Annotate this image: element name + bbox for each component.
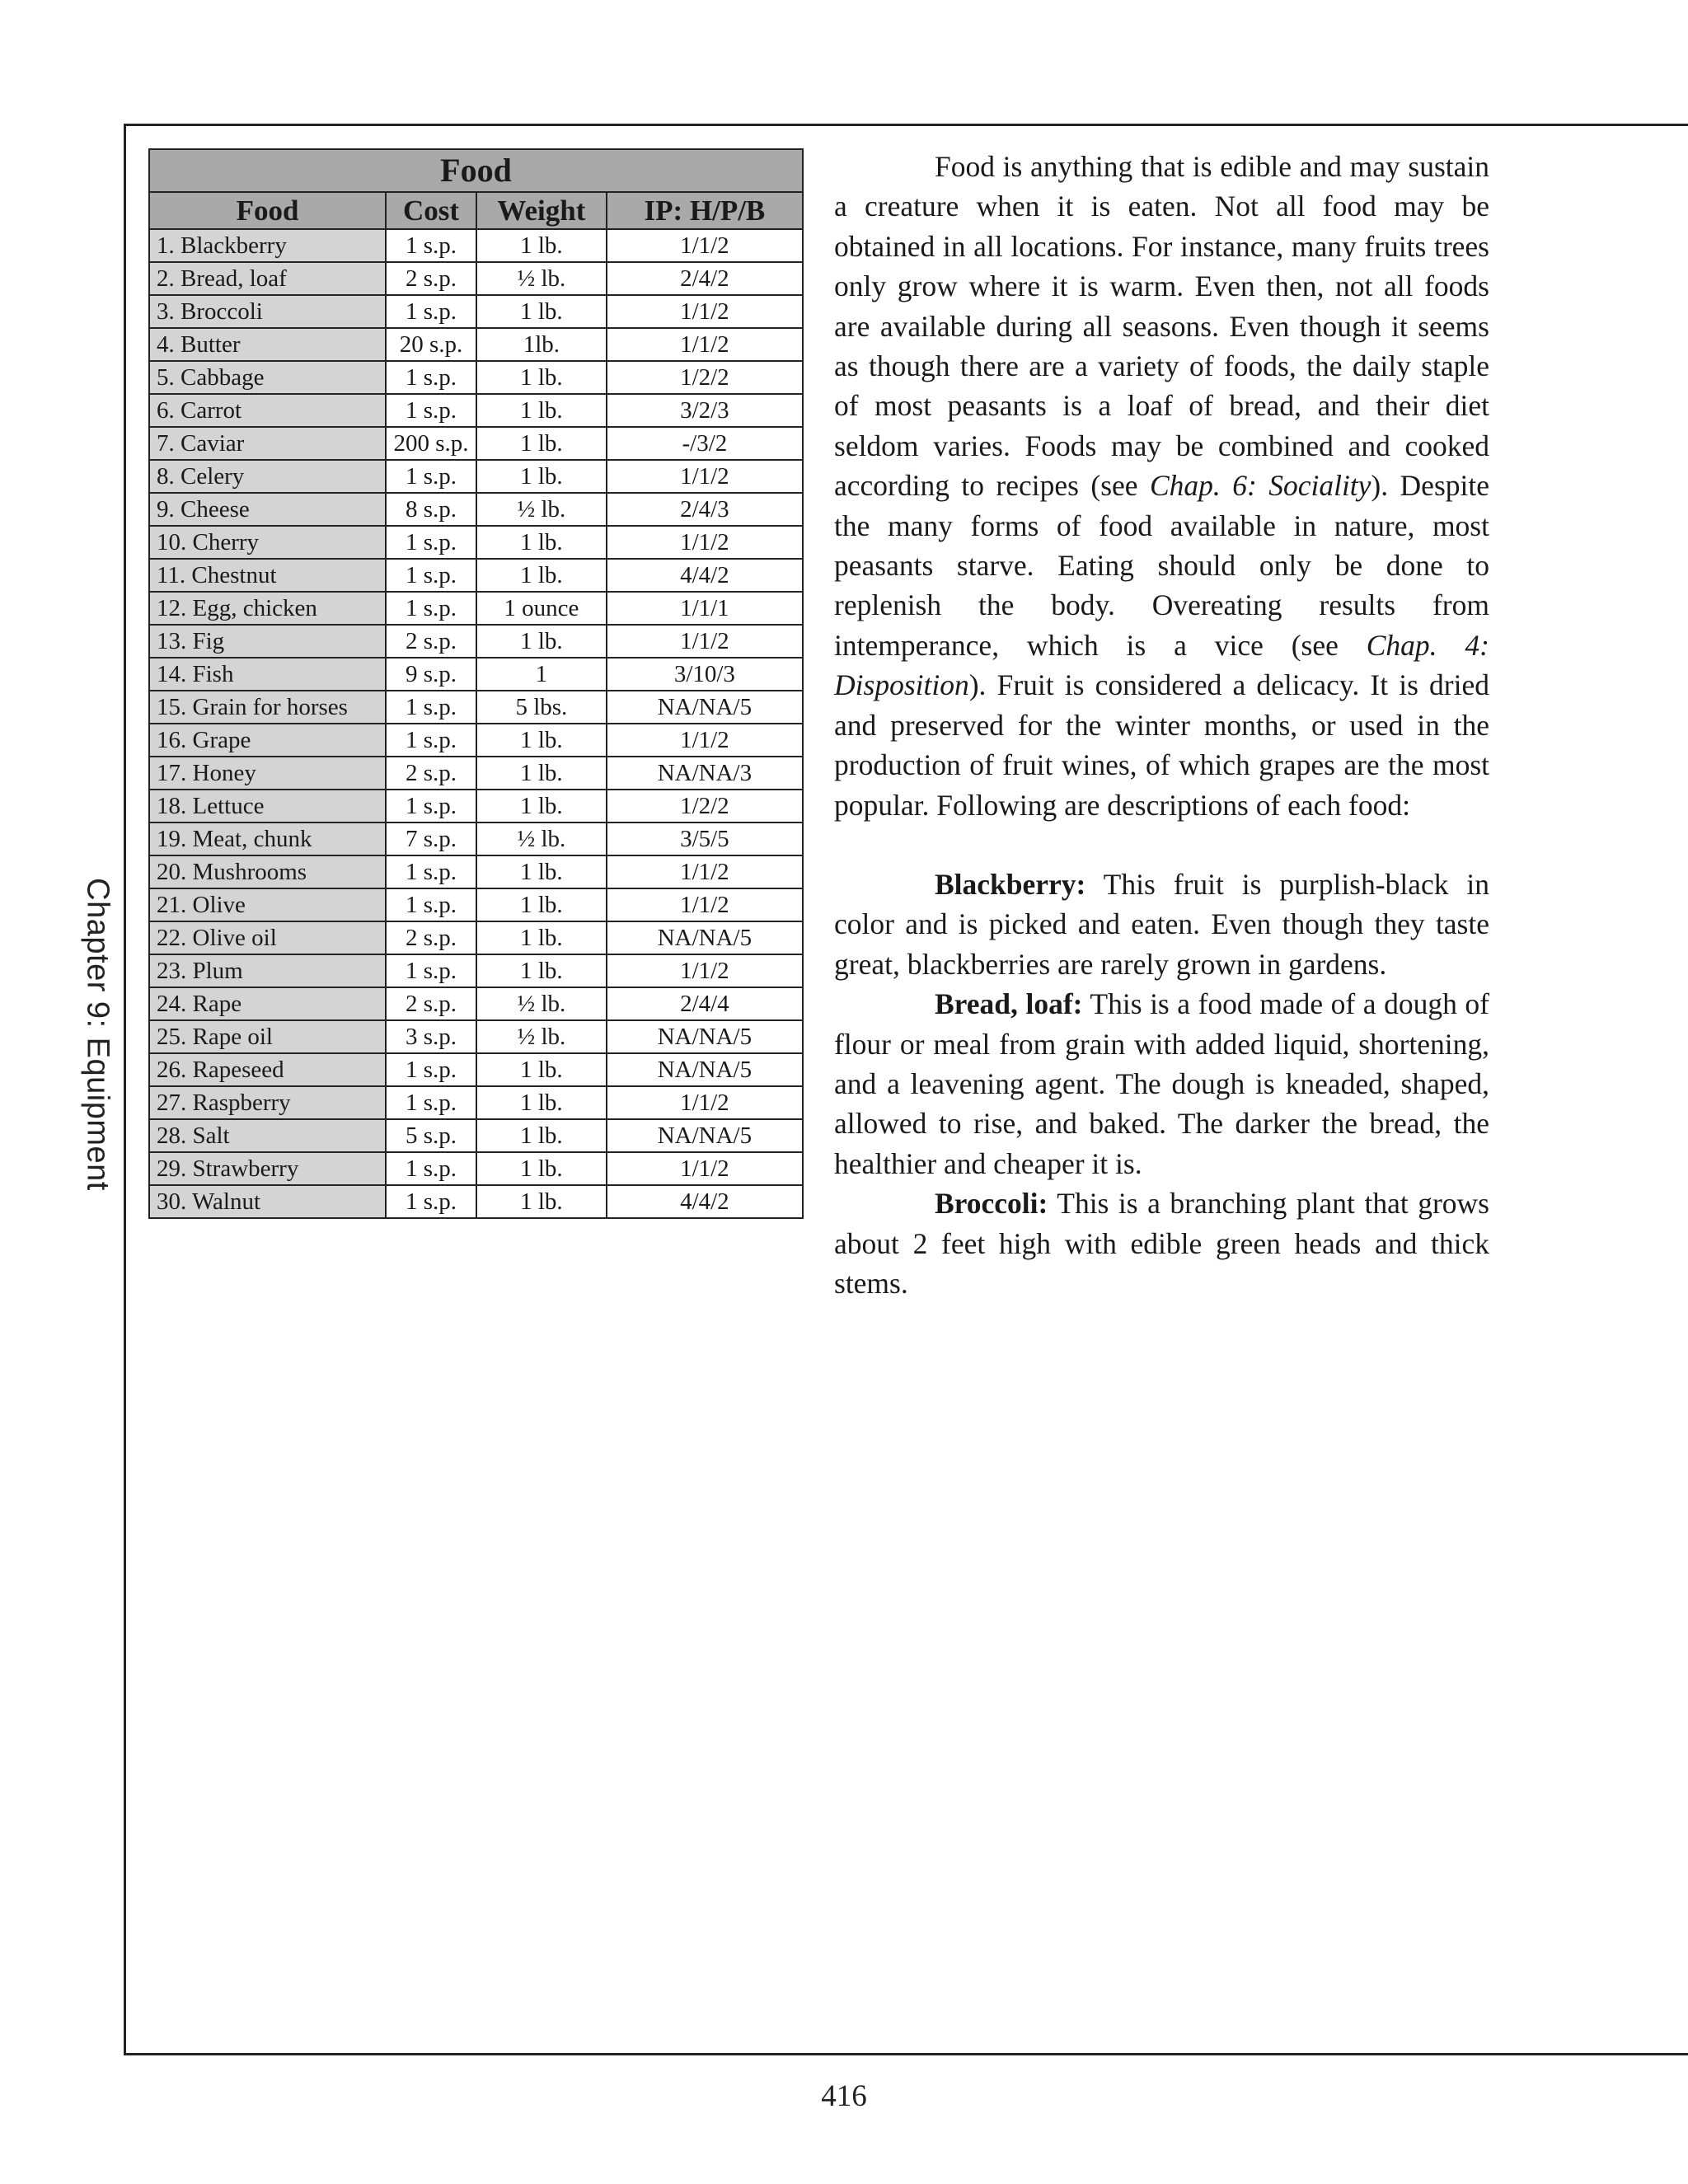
- table-row: [149, 427, 803, 460]
- cell-cost: 1 s.p.: [386, 592, 476, 625]
- column-header-weight: Weight: [476, 192, 607, 229]
- cell-cost: 1 s.p.: [386, 1086, 476, 1119]
- entry-text: This is a branching plant that grows about 2 feet high with edible green heads and thick stems.: [834, 1187, 1489, 1300]
- cell-cost: 1 s.p.: [386, 1152, 476, 1185]
- table-row: [149, 790, 803, 823]
- cell-food: 18. Lettuce: [149, 790, 386, 823]
- cell-cost: 1 s.p.: [386, 1053, 476, 1086]
- cell-food: 15. Grain for horses: [149, 691, 386, 724]
- table-row: [149, 921, 803, 954]
- cell-cost: 20 s.p.: [386, 328, 476, 361]
- column-header-food: Food: [149, 192, 386, 229]
- cell-cost: 3 s.p.: [386, 1020, 476, 1053]
- cell-cost: 1 s.p.: [386, 295, 476, 328]
- chapter-reference-sociality: Chap. 6: Sociality: [1149, 469, 1372, 503]
- cell-food: 23. Plum: [149, 954, 386, 987]
- cell-weight: 1lb.: [476, 328, 607, 361]
- table-row: [149, 757, 803, 790]
- cell-cost: 2 s.p.: [386, 757, 476, 790]
- cell-food: 25. Rape oil: [149, 1020, 386, 1053]
- cell-cost: 1 s.p.: [386, 361, 476, 394]
- cell-cost: 2 s.p.: [386, 625, 476, 658]
- cell-food: 13. Fig: [149, 625, 386, 658]
- cell-weight: 1 lb.: [476, 394, 607, 427]
- cell-weight: 1 lb.: [476, 855, 607, 888]
- cell-ip: 4/4/2: [607, 559, 803, 592]
- cell-weight: 5 lbs.: [476, 691, 607, 724]
- cell-food: 11. Chestnut: [149, 559, 386, 592]
- intro-paragraph: [834, 147, 1489, 825]
- column-header-ip: IP: H/P/B: [607, 192, 803, 229]
- cell-food: 2. Bread, loaf: [149, 262, 386, 295]
- cell-food: 24. Rape: [149, 987, 386, 1020]
- cell-weight: ½ lb.: [476, 262, 607, 295]
- cell-ip: NA/NA/5: [607, 921, 803, 954]
- table-row: [149, 1020, 803, 1053]
- page-number: 416: [821, 2079, 867, 2113]
- cell-cost: 1 s.p.: [386, 559, 476, 592]
- cell-ip: 1/1/2: [607, 625, 803, 658]
- cell-food: 5. Cabbage: [149, 361, 386, 394]
- cell-food: 14. Fish: [149, 658, 386, 691]
- cell-weight: 1 lb.: [476, 625, 607, 658]
- cell-cost: 5 s.p.: [386, 1119, 476, 1152]
- cell-ip: NA/NA/5: [607, 1020, 803, 1053]
- table-row: [149, 724, 803, 757]
- cell-food: 16. Grape: [149, 724, 386, 757]
- cell-weight: 1 lb.: [476, 559, 607, 592]
- cell-food: 3. Broccoli: [149, 295, 386, 328]
- cell-weight: 1 lb.: [476, 295, 607, 328]
- entry-text: This is a food made of a dough of flour or meal from grain with added liquid, shortening, and a leavening agent. The dough is kneaded, shaped, allowed to rise, and baked. The darker the bread, the healthier and cheaper it is.: [834, 987, 1489, 1180]
- cell-food: 6. Carrot: [149, 394, 386, 427]
- cell-weight: 1 lb.: [476, 1053, 607, 1086]
- table-row: [149, 1152, 803, 1185]
- cell-weight: 1 lb.: [476, 1119, 607, 1152]
- cell-ip: 1/1/2: [607, 1152, 803, 1185]
- table-row: [149, 987, 803, 1020]
- cell-ip: 1/1/2: [607, 1086, 803, 1119]
- cell-weight: 1 lb.: [476, 1185, 607, 1218]
- table-row: [149, 559, 803, 592]
- table-row: [149, 658, 803, 691]
- cell-ip: NA/NA/5: [607, 1053, 803, 1086]
- cell-ip: 3/10/3: [607, 658, 803, 691]
- table-row: [149, 954, 803, 987]
- entry-blackberry: [834, 865, 1489, 984]
- cell-food: 19. Meat, chunk: [149, 823, 386, 855]
- table-row: [149, 361, 803, 394]
- cell-cost: 1 s.p.: [386, 1185, 476, 1218]
- chapter-side-label: Chapter 9: Equipment: [80, 878, 115, 1191]
- cell-cost: 1 s.p.: [386, 229, 476, 262]
- cell-ip: NA/NA/5: [607, 691, 803, 724]
- cell-weight: 1: [476, 658, 607, 691]
- cell-cost: 1 s.p.: [386, 954, 476, 987]
- cell-food: 4. Butter: [149, 328, 386, 361]
- table-row: [149, 592, 803, 625]
- table-row: [149, 328, 803, 361]
- cell-weight: 1 ounce: [476, 592, 607, 625]
- entry-bread-loaf: [834, 984, 1489, 1183]
- intro-text-3: ). Fruit is considered a delicacy. It is dried and preserved for the winter months, or used in the production of fruit wines, of which grapes are the most popular. Following are descriptions of each food:: [834, 668, 1489, 822]
- entry-term: Bread, loaf:: [935, 987, 1083, 1021]
- table-row: [149, 625, 803, 658]
- table-body: [149, 229, 803, 1218]
- cell-weight: 1 lb.: [476, 790, 607, 823]
- cell-ip: 1/1/2: [607, 229, 803, 262]
- cell-weight: 1 lb.: [476, 724, 607, 757]
- chapter-reference-disposition: Chap. 4: Disposition: [834, 628, 1489, 702]
- cell-cost: 2 s.p.: [386, 987, 476, 1020]
- table-header-row: [149, 192, 803, 229]
- cell-food: 21. Olive: [149, 888, 386, 921]
- table-row: [149, 1119, 803, 1152]
- cell-food: 10. Cherry: [149, 526, 386, 559]
- cell-food: 8. Celery: [149, 460, 386, 493]
- cell-ip: 1/1/2: [607, 855, 803, 888]
- cell-weight: 1 lb.: [476, 460, 607, 493]
- cell-ip: NA/NA/3: [607, 757, 803, 790]
- cell-cost: 1 s.p.: [386, 394, 476, 427]
- cell-ip: 1/1/2: [607, 724, 803, 757]
- cell-ip: 2/4/2: [607, 262, 803, 295]
- cell-cost: 7 s.p.: [386, 823, 476, 855]
- cell-ip: 4/4/2: [607, 1185, 803, 1218]
- table-row: [149, 888, 803, 921]
- cell-cost: 1 s.p.: [386, 724, 476, 757]
- cell-ip: 2/4/4: [607, 987, 803, 1020]
- cell-cost: 8 s.p.: [386, 493, 476, 526]
- cell-weight: 1 lb.: [476, 954, 607, 987]
- cell-ip: 1/1/2: [607, 295, 803, 328]
- cell-weight: 1 lb.: [476, 757, 607, 790]
- cell-weight: ½ lb.: [476, 1020, 607, 1053]
- cell-weight: 1 lb.: [476, 1086, 607, 1119]
- cell-cost: 9 s.p.: [386, 658, 476, 691]
- cell-cost: 2 s.p.: [386, 262, 476, 295]
- entry-term: Blackberry:: [935, 867, 1086, 901]
- table-row: [149, 394, 803, 427]
- entry-text: This fruit is purplish-black in color and is picked and eaten. Even though they taste great, blackberries are rarely grown in gardens.: [834, 867, 1489, 981]
- cell-weight: 1 lb.: [476, 1152, 607, 1185]
- cell-food: 26. Rapeseed: [149, 1053, 386, 1086]
- cell-cost: 1 s.p.: [386, 526, 476, 559]
- cell-ip: 1/1/1: [607, 592, 803, 625]
- cell-food: 1. Blackberry: [149, 229, 386, 262]
- table-row: [149, 526, 803, 559]
- cell-cost: 1 s.p.: [386, 460, 476, 493]
- cell-weight: 1 lb.: [476, 229, 607, 262]
- table-row: [149, 460, 803, 493]
- cell-weight: 1 lb.: [476, 427, 607, 460]
- cell-food: 22. Olive oil: [149, 921, 386, 954]
- body-text: [834, 147, 1489, 1303]
- entry-term: Broccoli:: [935, 1187, 1048, 1221]
- table-row: [149, 1086, 803, 1119]
- cell-ip: 1/1/2: [607, 328, 803, 361]
- cell-cost: 1 s.p.: [386, 790, 476, 823]
- cell-cost: 1 s.p.: [386, 691, 476, 724]
- food-table: [148, 148, 804, 1219]
- cell-ip: 1/1/2: [607, 888, 803, 921]
- table-row: [149, 855, 803, 888]
- cell-ip: NA/NA/5: [607, 1119, 803, 1152]
- cell-food: 29. Strawberry: [149, 1152, 386, 1185]
- column-header-cost: Cost: [386, 192, 476, 229]
- cell-weight: ½ lb.: [476, 823, 607, 855]
- table-title: Food: [149, 149, 803, 192]
- cell-weight: ½ lb.: [476, 987, 607, 1020]
- table-row: [149, 493, 803, 526]
- cell-food: 9. Cheese: [149, 493, 386, 526]
- cell-cost: 1 s.p.: [386, 855, 476, 888]
- cell-cost: 2 s.p.: [386, 921, 476, 954]
- cell-weight: 1 lb.: [476, 526, 607, 559]
- cell-ip: 1/1/2: [607, 526, 803, 559]
- cell-ip: 3/5/5: [607, 823, 803, 855]
- cell-weight: 1 lb.: [476, 361, 607, 394]
- table-row: [149, 262, 803, 295]
- cell-food: 7. Caviar: [149, 427, 386, 460]
- cell-ip: 1/1/2: [607, 460, 803, 493]
- cell-food: 27. Raspberry: [149, 1086, 386, 1119]
- cell-ip: 1/2/2: [607, 790, 803, 823]
- cell-food: 28. Salt: [149, 1119, 386, 1152]
- cell-food: 30. Walnut: [149, 1185, 386, 1218]
- cell-weight: 1 lb.: [476, 921, 607, 954]
- intro-text-2: ). Despite the many forms of food available in nature, most peasants starve. Eating should only be done to replenish the body. Overeating results from intemperance, which is a vice (see: [834, 469, 1489, 662]
- cell-ip: -/3/2: [607, 427, 803, 460]
- table-row: [149, 823, 803, 855]
- cell-cost: 1 s.p.: [386, 888, 476, 921]
- cell-ip: 2/4/3: [607, 493, 803, 526]
- intro-text-1: Food is anything that is edible and may sustain a creature when it is eaten. Not all food may be obtained in all locations. For instance, many fruits trees only grow where it is warm. Even then, not all foods are available during all seasons. Even though it seems as though there are a variety of foods, the daily staple of most peasants is a loaf of bread, and their diet seldom varies. Foods may be combined and cooked according to recipes (see: [834, 150, 1489, 503]
- table-row: [149, 691, 803, 724]
- cell-weight: 1 lb.: [476, 888, 607, 921]
- cell-ip: 1/1/2: [607, 954, 803, 987]
- cell-ip: 1/2/2: [607, 361, 803, 394]
- table-row: [149, 229, 803, 262]
- cell-ip: 3/2/3: [607, 394, 803, 427]
- entry-broccoli: [834, 1183, 1489, 1303]
- table-row: [149, 1053, 803, 1086]
- cell-food: 17. Honey: [149, 757, 386, 790]
- table-row: [149, 295, 803, 328]
- cell-food: 20. Mushrooms: [149, 855, 386, 888]
- cell-weight: ½ lb.: [476, 493, 607, 526]
- cell-food: 12. Egg, chicken: [149, 592, 386, 625]
- cell-cost: 200 s.p.: [386, 427, 476, 460]
- table-row: [149, 1185, 803, 1218]
